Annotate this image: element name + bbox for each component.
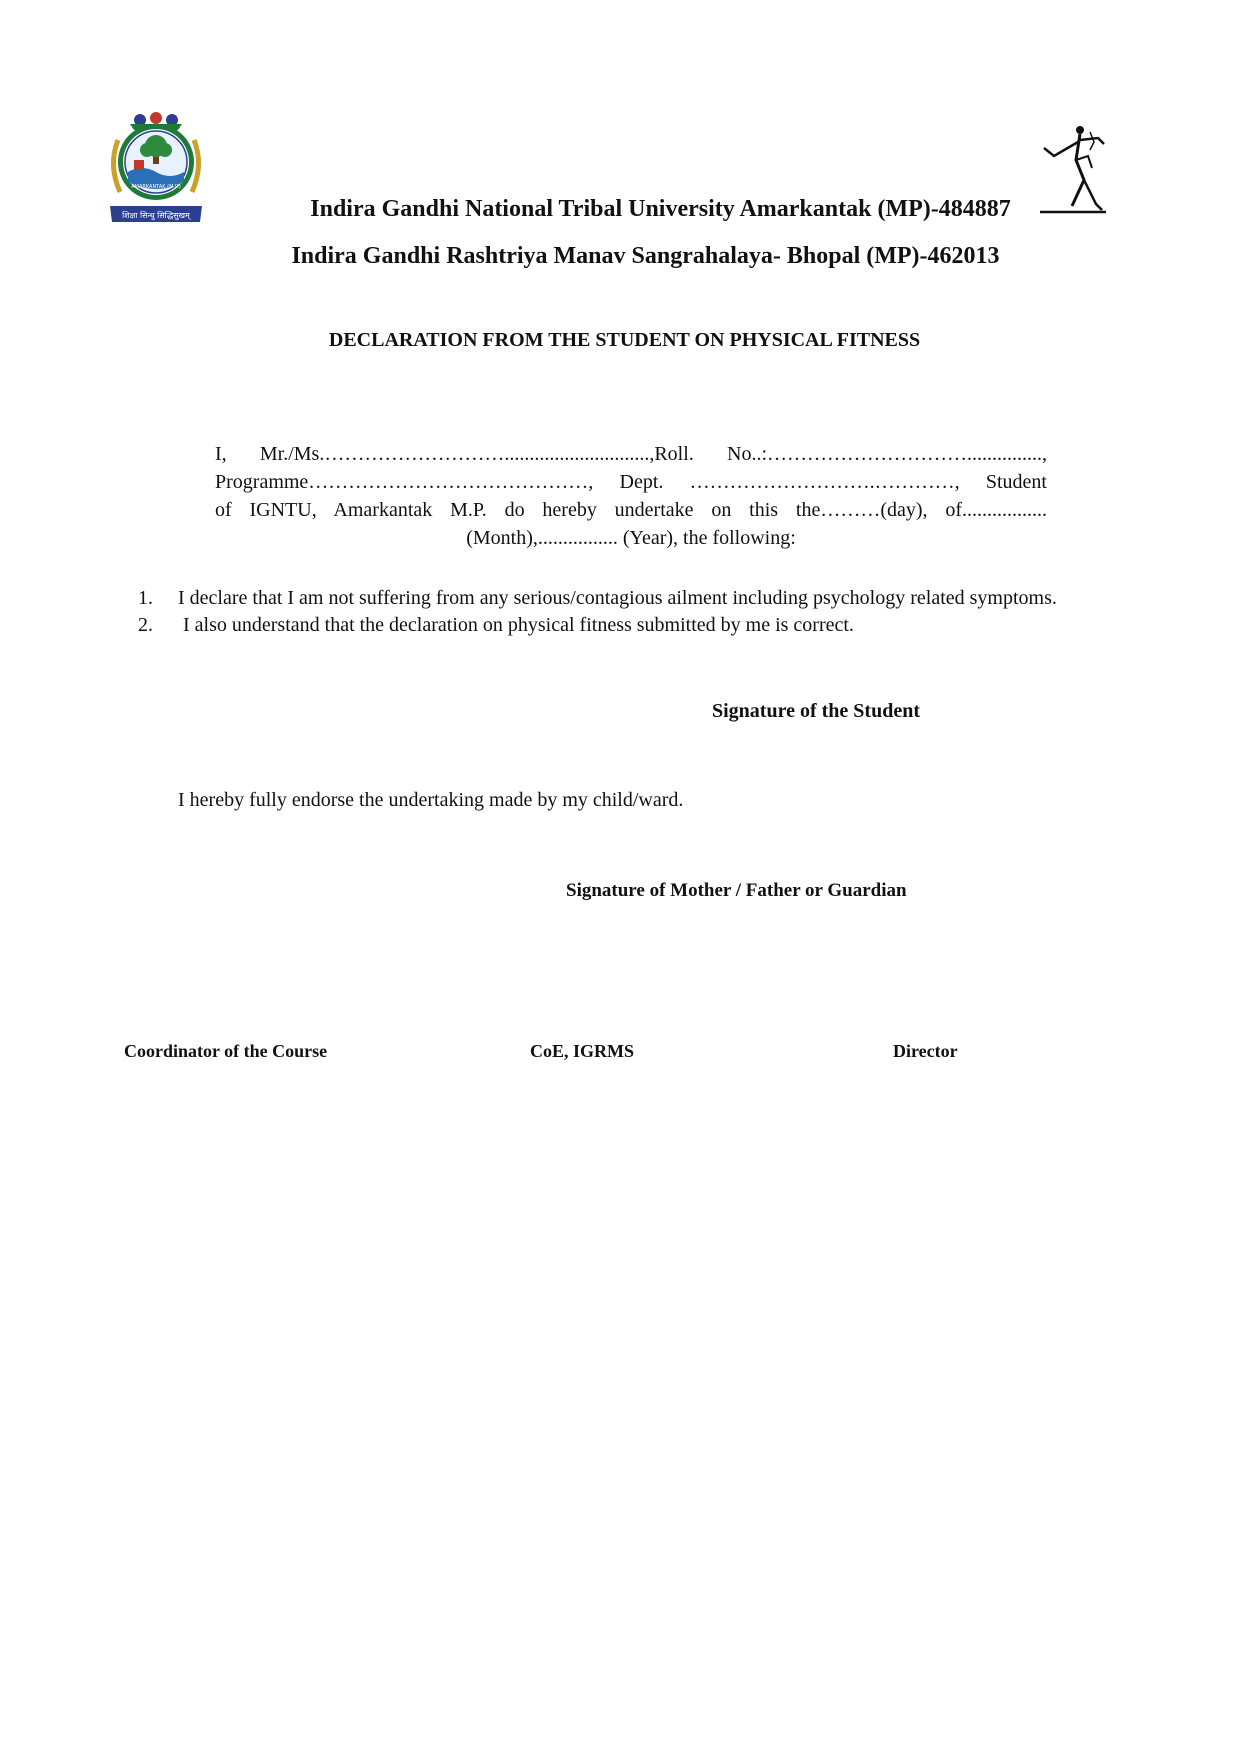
coordinator-label: Coordinator of the Course <box>124 1041 328 1061</box>
logo-motto: शिक्षा सिन्धु सिद्धिसुखम् <box>122 211 190 220</box>
paragraph-line-3: of IGNTU, Amarkantak M.P. do hereby undertake on this the………(day), of................. <box>215 499 1047 521</box>
list-item-text: I declare that I am not suffering from any serious/contagious ailment including psychology related symptoms. <box>178 587 1057 609</box>
form-title: DECLARATION FROM THE STUDENT ON PHYSICAL FITNESS <box>328 329 921 351</box>
director-label: Director <box>893 1041 958 1061</box>
paragraph-line-1: I, Mr./Ms.……………………….............................,Roll. No..:…………………………..............., <box>215 443 1047 465</box>
declaration-paragraph <box>215 440 1047 552</box>
university-title: Indira Gandhi National Tribal University Amarkantak (MP)-484887 <box>310 196 1011 222</box>
logo-subcaption: AMARKANTAK (M.P.) <box>131 184 181 190</box>
endorsement-text: I hereby fully endorse the undertaking made by my child/ward. <box>178 789 684 811</box>
paragraph-line-4: (Month),................ (Year), the following: <box>466 527 796 549</box>
paragraph-line-2: Programme……………………………………, Dept. ……………………….…………, Student <box>215 471 1047 493</box>
sangrahalaya-title: Indira Gandhi Rashtriya Manav Sangrahalaya- Bhopal (MP)-462013 <box>291 243 1000 269</box>
list-item <box>138 612 1057 639</box>
list-item-number: 1. <box>138 587 153 609</box>
declaration-list <box>138 585 1057 639</box>
list-item <box>138 585 1057 612</box>
list-item-number: 2. <box>138 614 153 636</box>
list-item-text: I also understand that the declaration on physical fitness submitted by me is correct. <box>178 614 854 636</box>
parent-signature-label: Signature of Mother / Father or Guardian <box>566 880 907 901</box>
student-signature-label: Signature of the Student <box>712 700 920 722</box>
coe-label: CoE, IGRMS <box>530 1041 635 1061</box>
